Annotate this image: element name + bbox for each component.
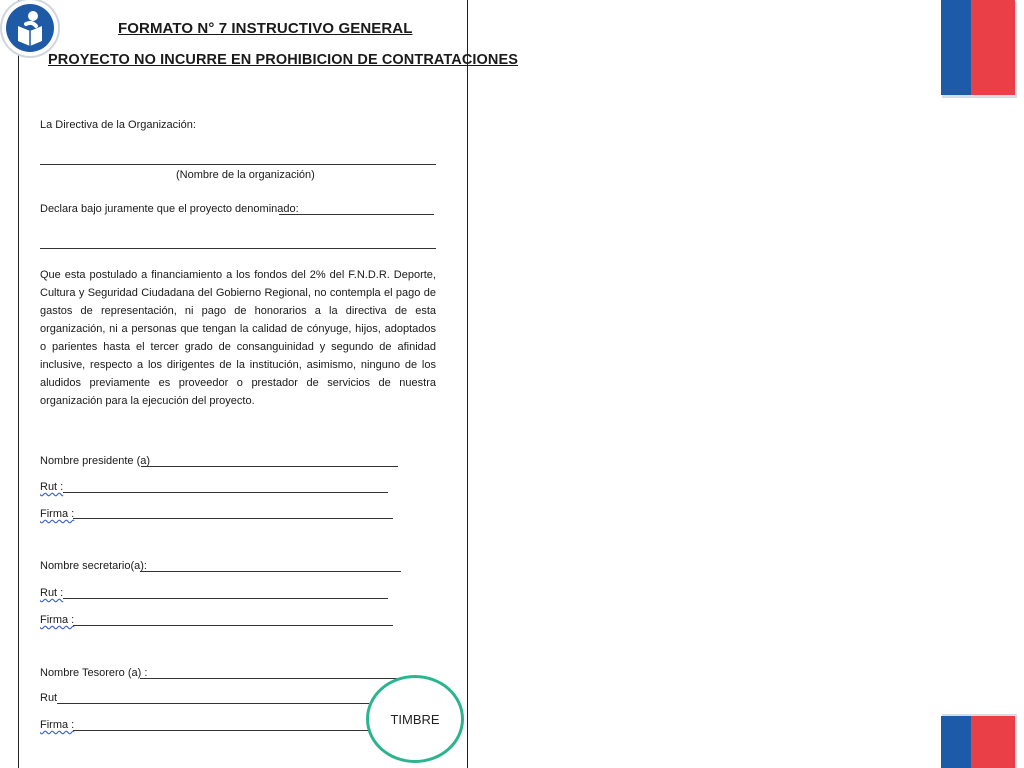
org-name-line xyxy=(40,164,436,165)
flag-decoration-top xyxy=(941,0,1017,98)
timbre-stamp xyxy=(366,675,464,763)
declara-text: Declara bajo juramente que el proyecto denominado: xyxy=(40,203,299,215)
tesorero-rut-line xyxy=(57,703,369,704)
person-reading-book-icon xyxy=(6,4,54,52)
secretario-rut-line xyxy=(63,598,388,599)
secretario-firma-line xyxy=(73,625,393,626)
timbre-label: TIMBRE xyxy=(390,711,440,727)
secretario-label: Nombre secretario(a): xyxy=(40,560,147,572)
presidente-firma-line xyxy=(73,518,393,519)
tesorero-name-line xyxy=(140,678,398,679)
flag-decoration-bottom xyxy=(941,714,1017,768)
secretario-firma-label: Firma : xyxy=(40,614,75,626)
directiva-label: La Directiva de la Organización: xyxy=(40,119,196,131)
project-name-line-2 xyxy=(40,248,436,249)
tesorero-rut-label: Rut xyxy=(40,692,58,704)
presidente-rut-label: Rut : xyxy=(40,481,64,493)
presidente-name-line xyxy=(141,466,398,467)
tesorero-label: Nombre Tesorero (a) : xyxy=(40,667,148,679)
presidente-rut-line xyxy=(63,492,388,493)
tesorero-firma-line xyxy=(73,730,369,731)
declaration-paragraph: Que esta postulado a financiamiento a los fondos del 2% del F.N.D.R. Deporte, Cultura y Seguridad Ciudadana del Gobierno Regional, no contempla el pago de gastos de representación, ni pago de honorarios a la directiva de esta organización, ni a personas que tengan la calidad de cónyuge, hijos, adoptados o parientes hasta el tercer grado de consanguinidad y segundo de afinidad inclusive, respecto a los dirigentes de la institución, asimismo, ninguno de los aludidos previamente es proveedor o prestador de servicios de nuestra organización para la ejecución del proyecto. xyxy=(40,269,436,407)
page-subtitle: PROYECTO NO INCURRE EN PROHIBICION DE CONTRATACIONES xyxy=(48,52,519,68)
secretario-rut-label: Rut : xyxy=(40,587,64,599)
reading-logo xyxy=(2,0,58,56)
tesorero-firma-label: Firma : xyxy=(40,719,75,731)
org-name-hint: (Nombre de la organización) xyxy=(176,169,315,181)
secretario-name-line xyxy=(140,571,401,572)
presidente-label: Nombre presidente (a) xyxy=(40,455,151,467)
project-name-line xyxy=(279,214,434,215)
page-title: FORMATO N° 7 INSTRUCTIVO GENERAL xyxy=(118,20,413,37)
presidente-firma-label: Firma : xyxy=(40,508,75,520)
